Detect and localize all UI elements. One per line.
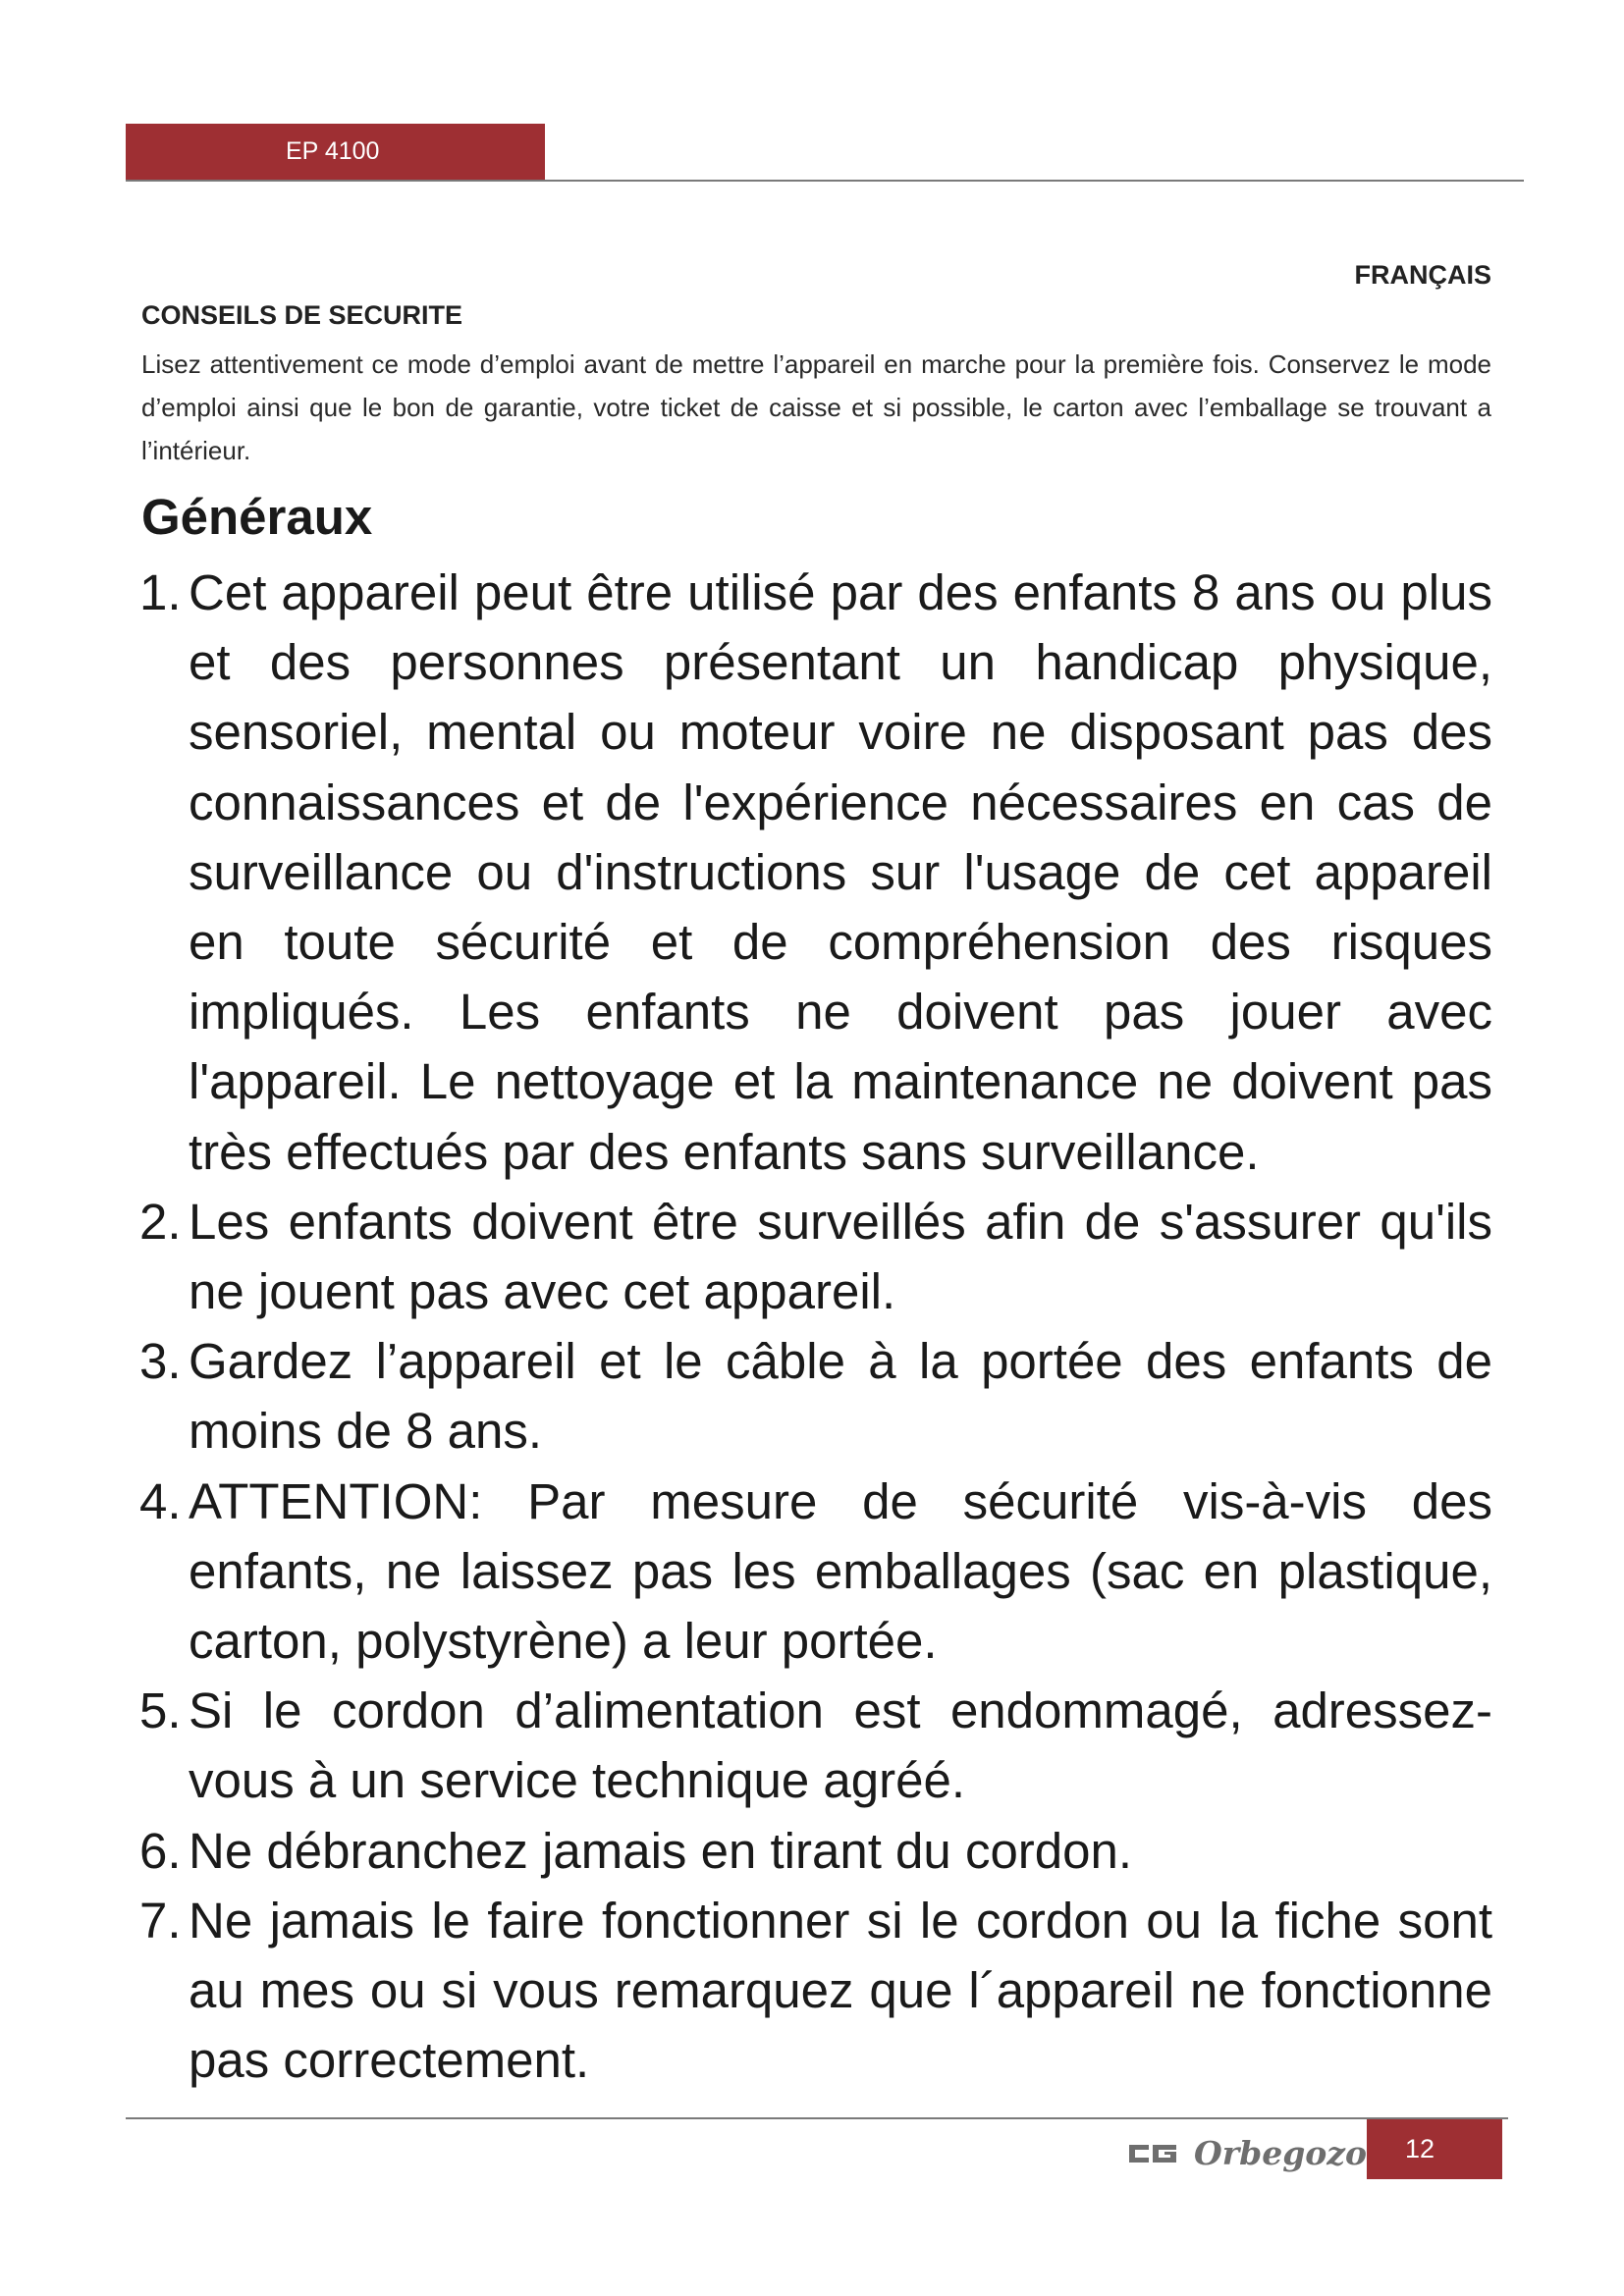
model-header-tab [126, 124, 545, 180]
rule-item-4 [139, 1467, 1492, 1677]
rule-text: Si le cordon d’alimentation est endommagé, adressez-vous à un service technique agréé. [189, 1682, 1492, 1809]
page-number: 12 [1367, 2119, 1502, 2179]
rule-item-2 [139, 1187, 1492, 1326]
cg-logo-icon [1127, 2141, 1178, 2166]
header-divider [126, 180, 1524, 182]
rule-text: Gardez l’appareil et le câble à la portée des enfants de moins de 8 ans. [189, 1333, 1492, 1460]
rule-text: Cet appareil peut être utilisé par des enfants 8 ans ou plus et des personnes présentant un handicap physique, sensoriel, mental ou moteur voire ne disposant pas des connaissances et de l'expérience nécessaires en cas de surveillance ou d'instructions sur l'usage de cet appareil en toute sécurité et de compréhension des risques impliqués. Les enfants ne doivent pas jouer avec l'appareil. Le nettoyage et la maintenance ne doivent pas très effectués par des enfants sans surveillance. [189, 564, 1492, 1180]
brand-logo [1127, 2134, 1367, 2172]
rule-number: 1. [139, 564, 182, 620]
rule-item-6 [139, 1816, 1492, 1886]
rule-number: 2. [139, 1193, 182, 1250]
model-label: EP 4100 [286, 137, 380, 165]
rule-number: 4. [139, 1472, 182, 1529]
safety-title: CONSEILS DE SECURITE [141, 300, 463, 330]
rule-text: Ne débranchez jamais en tirant du cordon. [189, 1822, 1133, 1879]
safety-rules-list [139, 558, 1492, 2095]
language-label: FRANÇAIS [1354, 260, 1491, 290]
footer-divider [126, 2117, 1508, 2119]
rule-item-3 [139, 1326, 1492, 1466]
rule-item-7 [139, 1886, 1492, 2096]
rule-number: 6. [139, 1822, 182, 1879]
rule-number: 3. [139, 1333, 182, 1390]
brand-name: Orbegozo [1194, 2134, 1368, 2172]
rule-text: ATTENTION: Par mesure de sécurité vis-à-vis des enfants, ne laissez pas les emballages (sac en plastique, carton, polystyrène) a leur portée. [189, 1472, 1492, 1670]
rule-text: Les enfants doivent être surveillés afin de s'assurer qu'ils ne jouent pas avec cet appareil. [189, 1193, 1492, 1320]
rule-item-5 [139, 1676, 1492, 1815]
rule-text: Ne jamais le faire fonctionner si le cordon ou la fiche sont au mes ou si vous remarquez que l´appareil ne fonctionne pas correctement. [189, 1892, 1492, 2089]
rule-number: 7. [139, 1892, 182, 1949]
general-heading: Généraux [141, 489, 373, 545]
rule-item-1 [139, 558, 1492, 1187]
safety-intro: Lisez attentivement ce mode d’emploi avant de mettre l’appareil en marche pour la première fois. Conservez le mode d’emploi ainsi que le bon de garantie, votre ticket de caisse et si possible, le carton avec l’emballage se trouvant a l’intérieur. [141, 349, 1491, 465]
rule-number: 5. [139, 1682, 182, 1739]
